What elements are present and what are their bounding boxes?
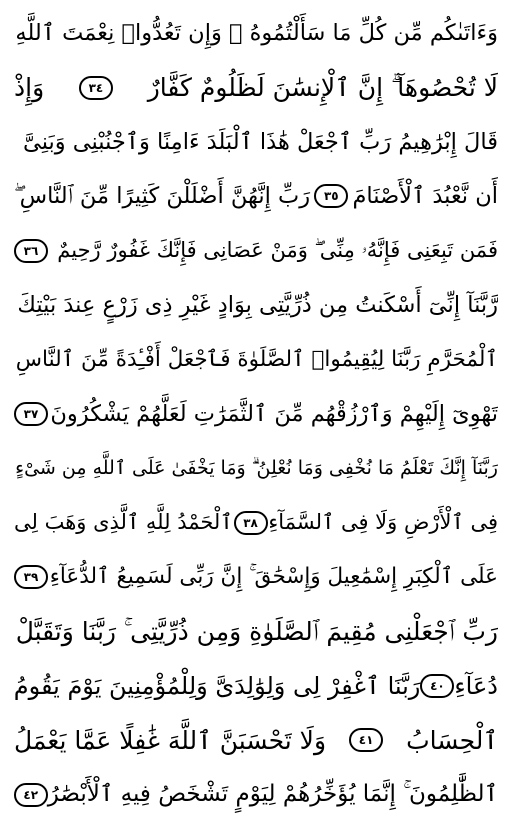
verse-text: ٱلْمُحَرَّمِ رَبَّنَا لِيُقِيمُوا۟ ٱلصَّلَوٰةَ فَٱجْعَلْ أَفْـِٔدَةً مِّنَ ٱلنَّاسِ: [15, 346, 498, 372]
ayah-number-marker: ٤٠: [420, 674, 454, 698]
verse-text: رَبَّنَآ إِنَّكَ تَعْلَمُ مَا نُخْفِى وَمَا نُعْلِنُ ۗ وَمَا يَخْفَىٰ عَلَى ٱللَّهِ مِن شَىْءٍ: [15, 456, 498, 479]
verse-text: فَمَن تَبِعَنِى فَإِنَّهُۥ مِنِّى ۖ وَمَنْ عَصَانِى فَإِنَّكَ غَفُورٌ رَّحِيمٌ: [57, 238, 498, 263]
verse-line: [14, 604, 498, 658]
verse-text: عَلَى ٱلْكِبَرِ إِسْمَٰعِيلَ وَإِسْحَٰقَ ۚ إِنَّ رَبِّى لَسَمِيعُ ٱلدُّعَآءِ: [49, 564, 498, 590]
verse-line: [14, 713, 498, 767]
ayah-number-marker: ٤٢: [14, 783, 48, 807]
verse-text: وَءَاتَىٰكُم مِّن كُلِّ مَا سَأَلْتُمُوهُ ۚ وَإِن تَعُدُّوا۟ نِعْمَتَ ٱللَّهِ: [15, 19, 498, 46]
verse-text: ٱلْحِسَابُ: [406, 725, 498, 755]
verse-text: قَالَ إِبْرَٰهِيمُ رَبِّ ٱجْعَلْ هَٰذَا ٱلْبَلَدَ ءَامِنًا وَٱجْنُبْنِى وَبَنِىَّ: [22, 128, 498, 155]
verse-line: [14, 169, 498, 223]
verse-line: [14, 767, 498, 821]
verse-text: أَن نَّعْبُدَ ٱلْأَصْنَامَ: [352, 183, 498, 210]
verse-line: [14, 441, 498, 495]
verse-line: [14, 224, 498, 278]
ayah-number-marker: ٣٤: [79, 76, 113, 100]
verse-text: دُعَآءِ: [454, 671, 498, 700]
verse-text: ٱلْحَمْدُ لِلَّهِ ٱلَّذِى وَهَبَ لِى: [14, 510, 233, 535]
verse-lines: [14, 6, 498, 822]
verse-line: [14, 387, 498, 441]
verse-text: رَّبَّنَآ إِنِّىٓ أَسْكَنتُ مِن ذُرِّيَّتِى بِوَادٍ غَيْرِ ذِى زَرْعٍ عِندَ بَيْتِكَ: [17, 291, 498, 318]
verse-text: رَبَّنَا ٱغْفِرْ لِى وَلِوَٰلِدَىَّ وَلِلْمُؤْمِنِينَ يَوْمَ يَقُومُ: [14, 671, 421, 700]
verse-text: وَلَا تَحْسَبَنَّ ٱللَّهَ غَٰفِلًا عَمَّا يَعْمَلُ: [14, 725, 327, 755]
ayah-number-marker: ٣٧: [14, 402, 48, 426]
verse-line: [14, 6, 498, 60]
ayah-number-marker: ٣٥: [314, 184, 348, 208]
verse-line: [14, 659, 498, 713]
ayah-number-marker: ٣٨: [234, 511, 268, 535]
verse-text: وَإِذْ: [14, 73, 45, 103]
verse-line: [14, 60, 498, 114]
verse-line: [14, 115, 498, 169]
verse-line: [14, 550, 498, 604]
verse-text: تَهْوِىٓ إِلَيْهِمْ وَٱرْزُقْهُم مِّنَ ٱلثَّمَرَٰتِ لَعَلَّهُمْ يَشْكُرُونَ: [50, 400, 498, 427]
ayah-number-marker: ٣٩: [14, 565, 48, 589]
verse-line: [14, 332, 498, 386]
verse-line: [14, 496, 498, 550]
verse-text: رَبِّ ٱجْعَلْنِى مُقِيمَ ٱلصَّلَوٰةِ وَمِن ذُرِّيَّتِى ۚ رَبَّنَا وَتَقَبَّلْ: [15, 616, 498, 646]
verse-line: [14, 278, 498, 332]
verse-text: رَبِّ إِنَّهُنَّ أَضْلَلْنَ كَثِيرًا مِّنَ ٱلنَّاسِ ۖ: [14, 183, 311, 210]
verse-text: فِى ٱلْأَرْضِ وَلَا فِى ٱلسَّمَآءِ: [268, 510, 498, 535]
ayah-number-marker: ٤١: [349, 728, 383, 752]
ayah-number-marker: ٣٦: [14, 239, 48, 263]
verse-text: ٱلظَّٰلِمُونَ ۚ إِنَّمَا يُؤَخِّرُهُمْ لِيَوْمٍ تَشْخَصُ فِيهِ ٱلْأَبْصَٰرُ: [47, 781, 498, 808]
verse-text: لَا تُحْصُوهَآ ۗ إِنَّ ٱلْإِنسَٰنَ لَظَلُومٌ كَفَّارٌ: [147, 73, 498, 103]
